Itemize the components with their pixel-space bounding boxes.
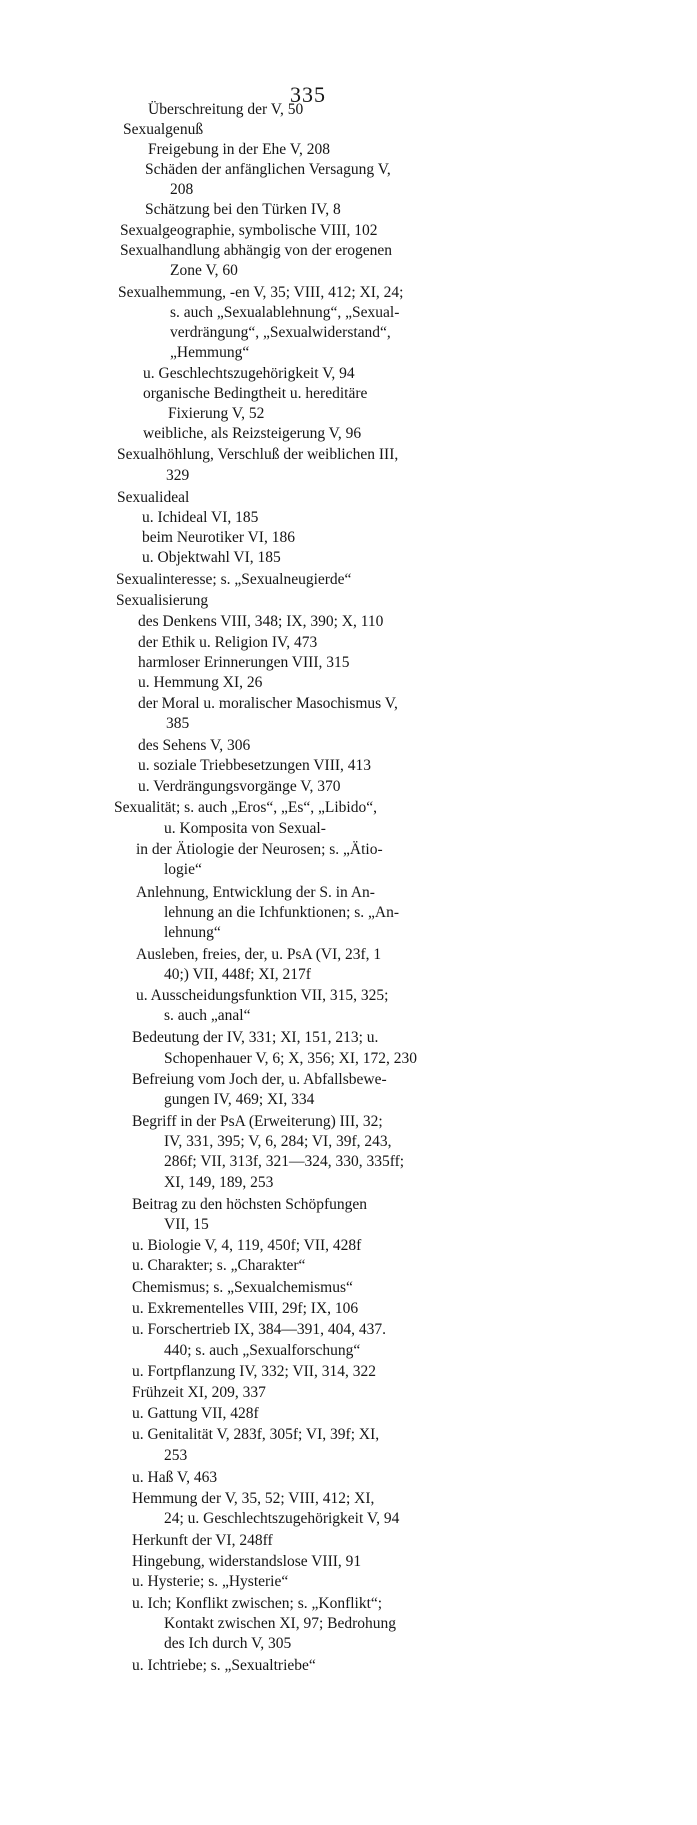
index-entry-line: Sexualisierung — [116, 592, 209, 609]
index-entry-line: u. Ausscheidungsfunktion VII, 315, 325; — [136, 987, 389, 1004]
index-entry-line: „Hemmung“ — [170, 344, 250, 361]
index-entry-line: Sexualhandlung abhängig von der erogenen — [120, 242, 393, 259]
index-entry-line: Sexualideal — [117, 489, 190, 506]
index-entry-line: Bedeutung der IV, 331; XI, 151, 213; u. — [132, 1029, 379, 1046]
index-entry-line: Fixierung V, 52 — [168, 405, 265, 422]
index-entry-line: u. Komposita von Sexual- — [164, 820, 326, 837]
index-entry-line: u. Objektwahl VI, 185 — [142, 549, 281, 566]
index-entry-line: 440; s. auch „Sexualforschung“ — [164, 1342, 361, 1359]
index-entry-line: Schäden der anfänglichen Versagung V, — [145, 161, 391, 178]
index-entry-line: 253 — [164, 1447, 188, 1464]
index-entry-line: harmloser Erinnerungen VIII, 315 — [138, 654, 350, 671]
index-entry-line: in der Ätiologie der Neurosen; s. „Ätio- — [136, 841, 383, 858]
index-entry-line: Beitrag zu den höchsten Schöpfungen — [132, 1196, 368, 1213]
index-entry-line: Frühzeit XI, 209, 337 — [132, 1384, 266, 1401]
index-entry-line: des Denkens VIII, 348; IX, 390; X, 110 — [138, 613, 384, 630]
index-entry-line: u. Geschlechtszugehörigkeit V, 94 — [143, 365, 355, 382]
index-entry-line: u. Ichideal VI, 185 — [142, 509, 259, 526]
index-entry-line: Sexualhemmung, -en V, 35; VIII, 412; XI, 24; — [118, 284, 404, 301]
index-entry-line: u. Ich; Konflikt zwischen; s. „Konflikt“; — [132, 1595, 383, 1612]
index-entry-line: 329 — [166, 467, 190, 484]
index-entry-line: des Ich durch V, 305 — [164, 1635, 292, 1652]
index-entry-line: u. Forschertrieb IX, 384—391, 404, 437. — [132, 1321, 386, 1338]
index-entry-line: u. Genitalität V, 283f, 305f; VI, 39f; XI, — [132, 1426, 380, 1443]
index-entry-line: u. Ichtriebe; s. „Sexualtriebe“ — [132, 1657, 316, 1674]
index-entry-line: Sexualgenuß — [123, 121, 204, 138]
index-entry-line: Schätzung bei den Türken IV, 8 — [145, 201, 341, 218]
index-entry-line: u. Haß V, 463 — [132, 1469, 218, 1486]
index-entry-line: beim Neurotiker VI, 186 — [142, 529, 295, 546]
index-entry-line: Hemmung der V, 35, 52; VIII, 412; XI, — [132, 1490, 375, 1507]
index-entry-line: u. Biologie V, 4, 119, 450f; VII, 428f — [132, 1237, 362, 1254]
index-entry-line: weibliche, als Reizsteigerung V, 96 — [143, 425, 362, 442]
index-entry-line: u. soziale Triebbesetzungen VIII, 413 — [138, 757, 372, 774]
index-entry-line: Anlehnung, Entwicklung der S. in An- — [136, 884, 375, 901]
index-entry-line: s. auch „anal“ — [164, 1007, 251, 1024]
index-entry-line: logie“ — [164, 861, 202, 878]
index-entry-line: Chemismus; s. „Sexualchemismus“ — [132, 1279, 353, 1296]
index-entry-line: u. Exkrementelles VIII, 29f; IX, 106 — [132, 1300, 359, 1317]
index-entry-line: Ausleben, freies, der, u. PsA (VI, 23f, 1 — [136, 946, 382, 963]
index-entry-line: lehnung an die Ichfunktionen; s. „An- — [164, 904, 400, 921]
index-entry-line: verdrängung“, „Sexualwiderstand“, — [170, 324, 391, 341]
index-entry-line: Sexualinteresse; s. „Sexualneugierde“ — [116, 571, 352, 588]
index-entry-line: Herkunft der VI, 248ff — [132, 1532, 273, 1549]
index-entry-line: Sexualhöhlung, Verschluß der weiblichen III, — [117, 446, 399, 463]
index-entry-line: u. Charakter; s. „Charakter“ — [132, 1257, 306, 1274]
index-entry-line: Hingebung, widerstandslose VIII, 91 — [132, 1553, 362, 1570]
index-entry-line: organische Bedingtheit u. hereditäre — [143, 385, 368, 402]
index-entry-line: u. Gattung VII, 428f — [132, 1405, 259, 1422]
index-entry-line: Begriff in der PsA (Erweiterung) III, 32; — [132, 1113, 383, 1130]
index-entry-line: lehnung“ — [164, 924, 221, 941]
index-entry-line: s. auch „Sexualablehnung“, „Sexual- — [170, 304, 400, 321]
index-entry-line: VII, 15 — [164, 1216, 209, 1233]
index-entry-line: Kontakt zwischen XI, 97; Bedrohung — [164, 1615, 397, 1632]
index-entry-line: Sexualität; s. auch „Eros“, „Es“, „Libido“, — [114, 799, 377, 816]
index-entry-line: u. Fortpflanzung IV, 332; VII, 314, 322 — [132, 1363, 376, 1380]
index-entry-line: Schopenhauer V, 6; X, 356; XI, 172, 230 — [164, 1050, 418, 1067]
index-entry-line: 40;) VII, 448f; XI, 217f — [164, 966, 311, 983]
index-entry-line: Zone V, 60 — [170, 262, 238, 279]
index-entry-line: gungen IV, 469; XI, 334 — [164, 1091, 315, 1108]
index-entry-line: 385 — [166, 715, 190, 732]
index-entry-line: 24; u. Geschlechtszugehörigkeit V, 94 — [164, 1510, 400, 1527]
index-entry-line: IV, 331, 395; V, 6, 284; VI, 39f, 243, — [164, 1133, 392, 1150]
index-entry-line: u. Verdrängungsvorgänge V, 370 — [138, 778, 341, 795]
index-entry-line: u. Hemmung XI, 26 — [138, 674, 263, 691]
index-entry-line: XI, 149, 189, 253 — [164, 1174, 274, 1191]
index-entry-line: Befreiung vom Joch der, u. Abfallsbewe- — [132, 1071, 387, 1088]
index-entry-line: der Ethik u. Religion IV, 473 — [138, 634, 318, 651]
index-entry-line: des Sehens V, 306 — [138, 737, 251, 754]
index-entry-line: Überschreitung der V, 50 — [148, 101, 304, 118]
index-entry-line: Sexualgeographie, symbolische VIII, 102 — [120, 222, 378, 239]
index-entry-line: Freigebung in der Ehe V, 208 — [148, 141, 330, 158]
index-entry-line: der Moral u. moralischer Masochismus V, — [138, 695, 398, 712]
index-entry-line: 208 — [170, 181, 194, 198]
index-entry-line: 286f; VII, 313f, 321—324, 330, 335ff; — [164, 1153, 405, 1170]
index-entry-line: u. Hysterie; s. „Hysterie“ — [132, 1573, 289, 1590]
page-number: 335 — [290, 82, 326, 107]
